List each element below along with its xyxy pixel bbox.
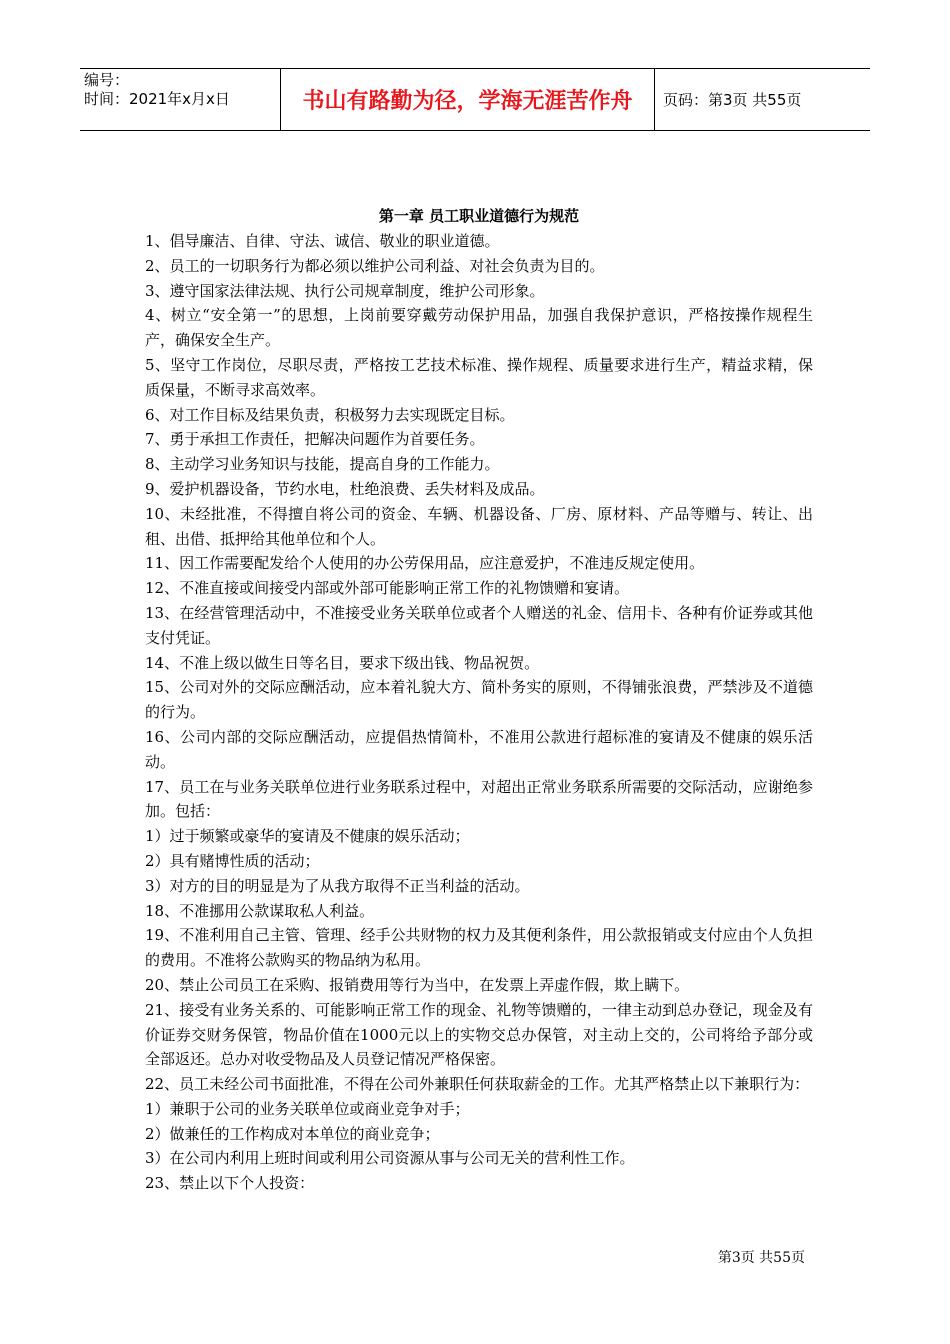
chapter-title: 第一章 员工职业道德行为规范: [378, 207, 580, 225]
header-page-code: 页码：第3页 共55页: [663, 91, 802, 109]
paragraph: 9、爱护机器设备，节约水电，杜绝浪费、丢失材料及成品。: [145, 479, 545, 498]
paragraph: 16、公司内部的交际应酬活动，应提倡热情简朴，不准用公款进行超标准的宴请及不健康的娱乐活动。: [145, 727, 813, 771]
paragraph: 1、倡导廉洁、自律、守法、诚信、敬业的职业道德。: [145, 232, 500, 250]
paragraph: 12、不准直接或间接受内部或外部可能影响正常工作的礼物馈赠和宴请。: [145, 579, 630, 598]
page-footer: 第3页 共55页: [717, 1250, 805, 1266]
paragraph: 10、未经批准，不得擅自将公司的资金、车辆、机器设备、厂房、原材料、产品等赠与、转让、出租、出借、抵押给其他单位和个人。: [145, 504, 813, 548]
page-header: [80, 68, 870, 131]
paragraph: 2）做兼任的工作构成对本单位的商业竞争；: [145, 1124, 440, 1143]
paragraph: 3）在公司内利用上班时间或利用公司资源从事与公司无关的营利性工作。: [145, 1149, 635, 1168]
paragraph: 1）兼职于公司的业务关联单位或商业竞争对手；: [145, 1099, 470, 1118]
paragraph: 6、对工作目标及结果负责，积极努力去实现既定目标。: [145, 405, 515, 424]
paragraph: 15、公司对外的交际应酬活动，应本着礼貌大方、简朴务实的原则，不得铺张浪费，严禁涉及不道德的行为。: [145, 678, 813, 722]
paragraph: 5、坚守工作岗位，尽职尽责，严格按工艺技术标准、操作规程、质量要求进行生产，精益求精，保质保量，不断寻求高效率。: [145, 355, 813, 399]
paragraph: 7、勇于承担工作责任，把解决问题作为首要任务。: [145, 430, 485, 449]
paragraph: 22、员工未经公司书面批准，不得在公司外兼职任何获取薪金的工作。尤其严格禁止以下兼职行为：: [145, 1075, 810, 1094]
document-number-label: 编号：: [84, 71, 130, 89]
paragraph: 21、接受有业务关系的、可能影响正常工作的现金、礼物等馈赠的，一律主动到总办登记，现金及有价证券交财务保管，物品价值在1000元以上的实物交总办保管，对主动上交的，公司将给予部分或全部返还。总办对收受物品及人员登记情况严格保密。: [145, 1000, 813, 1069]
header-meta: [80, 69, 281, 130]
paragraph: 18、不准挪用公款谋取私人利益。: [145, 901, 375, 920]
paragraph: 3）对方的目的明显是为了从我方取得不正当利益的活动。: [145, 876, 530, 895]
paragraph: 2、员工的一切职务行为都必须以维护公司利益、对社会负责为目的。: [145, 256, 605, 275]
document-body: [145, 204, 813, 1196]
paragraph: 17、员工在与业务关联单位进行业务联系过程中，对超出正常业务联系所需要的交际活动，应谢绝参加。包括：: [145, 777, 813, 821]
paragraph: 13、在经营管理活动中，不准接受业务关联单位或者个人赠送的礼金、信用卡、各种有价证券或其他支付凭证。: [145, 603, 813, 647]
paragraph: 2）具有赌博性质的活动；: [145, 851, 320, 870]
paragraph: 11、因工作需要配发给个人使用的办公劳保用品，应注意爱护，不准违反规定使用。: [145, 554, 705, 573]
paragraph: 4、树立“安全第一”的思想，上岗前要穿戴劳动保护用品，加强自我保护意识，严格按操作规程生产，确保安全生产。: [145, 306, 813, 350]
document-date: 时间：2021年x月x日: [84, 90, 230, 108]
header-motto: 书山有路勤为径，学海无涯苦作舟: [281, 69, 655, 130]
paragraph: 14、不准上级以做生日等名目，要求下级出钱、物品祝贺。: [145, 653, 540, 672]
paragraph: 20、禁止公司员工在采购、报销费用等行为当中，在发票上弄虚作假，欺上瞒下。: [145, 975, 690, 994]
paragraph: 23、禁止以下个人投资：: [145, 1174, 315, 1193]
paragraph-list: [145, 229, 813, 1196]
paragraph: 19、不准利用自己主管、管理、经手公共财物的权力及其便利条件，用公款报销或支付应由个人负担的费用。不准将公款购买的物品纳为私用。: [145, 926, 813, 970]
paragraph: 8、主动学习业务知识与技能，提高自身的工作能力。: [145, 455, 500, 474]
paragraph: 1）过于频繁或豪华的宴请及不健康的娱乐活动；: [145, 827, 470, 846]
paragraph: 3、遵守国家法律法规、执行公司规章制度，维护公司形象。: [145, 281, 545, 300]
